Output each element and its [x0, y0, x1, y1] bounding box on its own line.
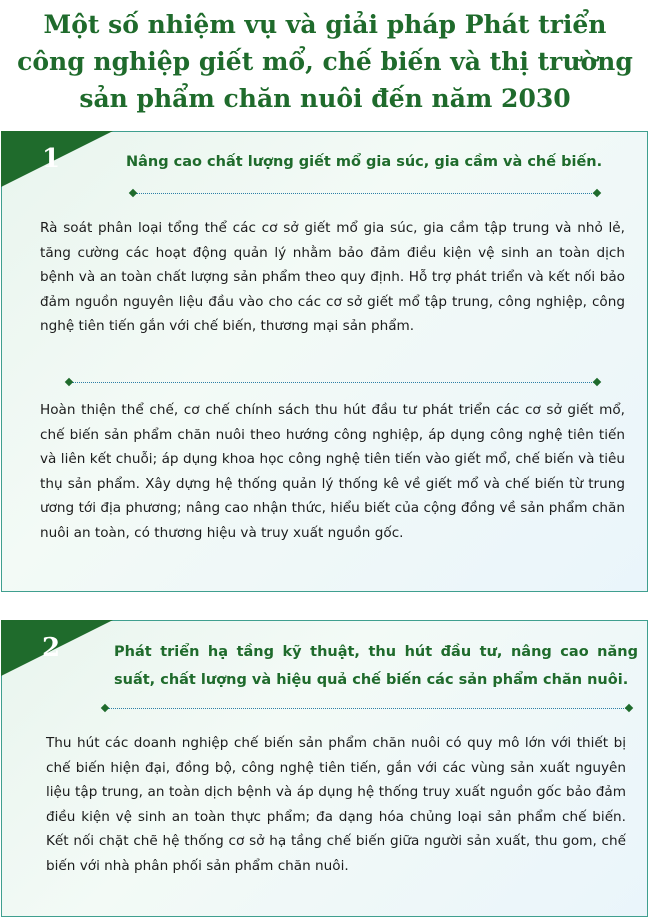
diamond-icon: [625, 704, 633, 712]
section-paragraph: Hoàn thiện thể chế, cơ chế chính sách thu hút đầu tư phát triển các cơ sở giết mổ, chế biến sản phẩm chăn nuôi theo hướng công nghiệp, áp dụng công nghệ tiên tiến và liên kết chuỗi; áp dụng khoa học công nghệ tiên tiến vào giết mổ, chế biến và tiêu thụ sản phẩm. Xây dựng hệ thống quản lý thống kê về giết mổ và chế biến từ trung ương tới địa phương; nâng cao nhận thức, hiểu biết của cộng đồng về sản phẩm chăn nuôi an toàn, có thương hiệu và truy xuất nguồn gốc.: [40, 402, 625, 541]
section-heading: Phát triển hạ tầng kỹ thuật, thu hút đầu tư, nâng cao năng suất, chất lượng và hiệu quả chế biến các sản phẩm chăn nuôi.: [114, 644, 638, 688]
section-heading: Nâng cao chất lượng giết mổ gia súc, gia cầm và chế biến.: [126, 154, 603, 170]
section-number: 2: [42, 633, 61, 663]
section-paragraph: Rà soát phân loại tổng thể các cơ sở giết mổ gia súc, gia cầm tập trung và nhỏ lẻ, tăng cường các hoạt động quản lý nhằm bảo đảm điều kiện vệ sinh an toàn dịch bệnh và an toàn chất lượng sản phẩm theo quy định. Hỗ trợ phát triển và kết nối bảo đảm nguồn nguyên liệu đầu vào cho các cơ sở giết mổ tập trung, công nghiệp, công nghệ tiên tiến gắn với chế biến, thương mại sản phẩm.: [40, 220, 625, 334]
diamond-icon: [593, 189, 601, 197]
diamond-icon: [101, 704, 109, 712]
dotted-divider: [66, 378, 600, 388]
section-paragraph: Thu hút các doanh nghiệp chế biến sản phẩm chăn nuôi có quy mô lớn với thiết bị chế biến hiện đại, đồng bộ, công nghệ tiên tiến, gắn với các vùng sản xuất nguyên liệu tập trung, an toàn dịch bệnh và áp dụng hệ thống truy xuất nguồn gốc bảo đảm điều kiện vệ sinh an toàn thực phẩm; đa dạng hóa chủng loại sản phẩm chế biến. Kết nối chặt chẽ hệ thống cơ sở hạ tầng chế biến giữa người sản xuất, thu gom, chế biến với nhà phân phối sản phẩm chăn nuôi.: [46, 735, 626, 874]
section-number: 1: [42, 144, 61, 174]
diamond-icon: [593, 378, 601, 386]
diamond-icon: [65, 378, 73, 386]
page-title: [0, 6, 650, 117]
dotted-divider: [130, 189, 600, 199]
title-line-2: công nghiệp giết mổ, chế biến và thị trường: [17, 47, 633, 76]
title-line-1: Một số nhiệm vụ và giải pháp Phát triển: [43, 10, 607, 39]
section-card-1: [1, 131, 648, 592]
section-card-2: [1, 620, 648, 917]
title-line-3: sản phẩm chăn nuôi đến năm 2030: [79, 84, 571, 113]
dotted-divider: [102, 704, 632, 714]
diamond-icon: [129, 189, 137, 197]
